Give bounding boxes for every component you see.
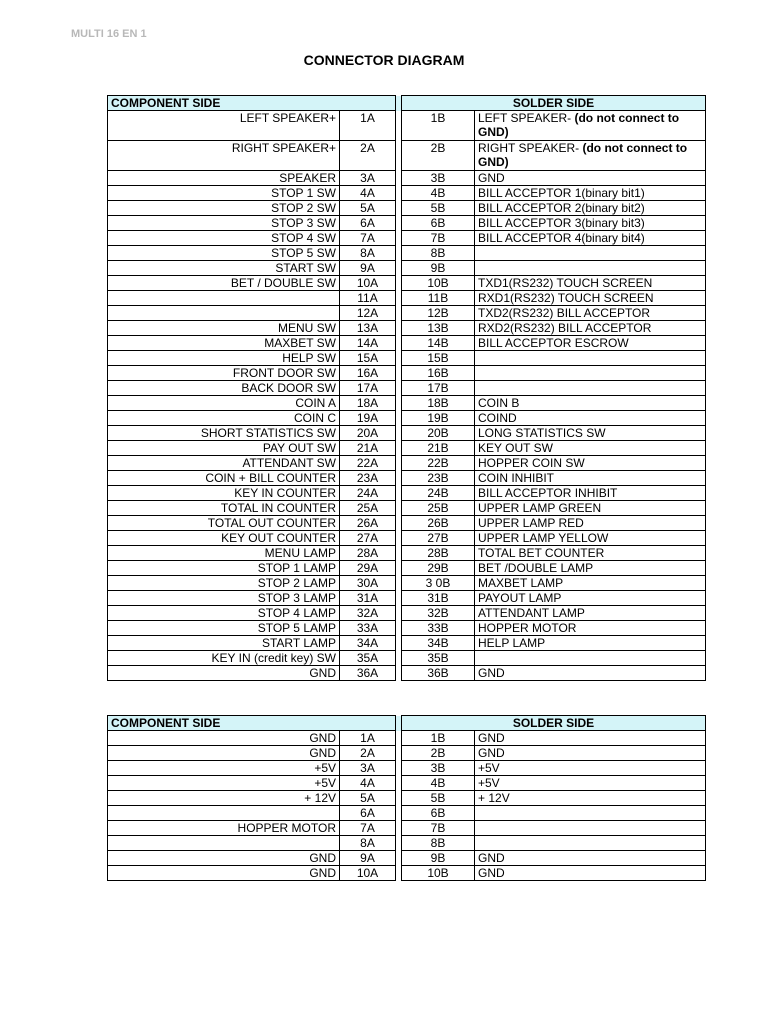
solder-side-header: SOLDER SIDE xyxy=(402,96,706,111)
pin-a: 12A xyxy=(340,306,396,321)
solder-signal-text: + 12V xyxy=(478,791,510,805)
pin-b: 1B xyxy=(402,731,475,746)
table-row xyxy=(108,776,706,791)
solder-signal-text: +5V xyxy=(478,776,500,790)
solder-signal-text: +5V xyxy=(478,761,500,775)
component-signal: BACK DOOR SW xyxy=(108,381,340,396)
component-signal: BET / DOUBLE SW xyxy=(108,276,340,291)
pin-b: 1B xyxy=(402,111,475,141)
pin-b: 10B xyxy=(402,866,475,881)
table-header-row xyxy=(108,96,706,111)
component-signal xyxy=(108,836,340,851)
table-row xyxy=(108,636,706,651)
pin-a: 1A xyxy=(340,111,396,141)
pin-b: 35B xyxy=(402,651,475,666)
component-signal: RIGHT SPEAKER+ xyxy=(108,141,340,171)
pin-b: 10B xyxy=(402,276,475,291)
pin-b: 29B xyxy=(402,561,475,576)
solder-signal xyxy=(475,231,706,246)
pin-a: 2A xyxy=(340,746,396,761)
solder-signal xyxy=(475,746,706,761)
solder-signal xyxy=(475,516,706,531)
component-side-header: COMPONENT SIDE xyxy=(108,716,396,731)
component-signal: GND xyxy=(108,866,340,881)
pin-a: 3A xyxy=(340,171,396,186)
component-signal: STOP 2 LAMP xyxy=(108,576,340,591)
component-signal: HELP SW xyxy=(108,351,340,366)
component-signal: LEFT SPEAKER+ xyxy=(108,111,340,141)
table-row xyxy=(108,546,706,561)
pin-a: 18A xyxy=(340,396,396,411)
solder-signal-text: GND xyxy=(478,666,505,680)
connector-table-main xyxy=(107,95,706,681)
component-signal: STOP 5 SW xyxy=(108,246,340,261)
table-row xyxy=(108,171,706,186)
solder-signal xyxy=(475,291,706,306)
solder-signal xyxy=(475,576,706,591)
table-row xyxy=(108,821,706,836)
component-signal: STOP 5 LAMP xyxy=(108,621,340,636)
pin-b: 14B xyxy=(402,336,475,351)
pin-a: 2A xyxy=(340,141,396,171)
table-row xyxy=(108,576,706,591)
solder-signal xyxy=(475,821,706,836)
solder-signal-warning: (do not connect to GND) xyxy=(478,111,680,139)
solder-signal xyxy=(475,456,706,471)
table-row xyxy=(108,531,706,546)
solder-signal xyxy=(475,261,706,276)
component-signal: STOP 3 LAMP xyxy=(108,591,340,606)
solder-signal xyxy=(475,111,706,141)
solder-signal-text: TOTAL BET COUNTER xyxy=(478,546,605,560)
pin-a: 10A xyxy=(340,276,396,291)
pin-b: 34B xyxy=(402,636,475,651)
pin-a: 31A xyxy=(340,591,396,606)
pin-a: 24A xyxy=(340,486,396,501)
pin-b: 23B xyxy=(402,471,475,486)
component-signal: +5V xyxy=(108,776,340,791)
component-signal xyxy=(108,306,340,321)
pin-b: 4B xyxy=(402,776,475,791)
table-row xyxy=(108,836,706,851)
solder-signal-text: GND xyxy=(478,851,505,865)
component-side-header: COMPONENT SIDE xyxy=(108,96,396,111)
component-signal: STOP 1 SW xyxy=(108,186,340,201)
component-signal: START SW xyxy=(108,261,340,276)
pin-b: 31B xyxy=(402,591,475,606)
solder-signal-text: GND xyxy=(478,746,505,760)
solder-signal-text: BET /DOUBLE LAMP xyxy=(478,561,594,575)
solder-signal-text: PAYOUT LAMP xyxy=(478,591,562,605)
solder-signal-text: COIN INHIBIT xyxy=(478,471,555,485)
table-row xyxy=(108,411,706,426)
component-signal xyxy=(108,291,340,306)
solder-signal-text: LEFT SPEAKER- xyxy=(478,111,575,125)
component-signal: KEY IN COUNTER xyxy=(108,486,340,501)
table-row xyxy=(108,591,706,606)
component-signal: COIN C xyxy=(108,411,340,426)
solder-signal-text: MAXBET LAMP xyxy=(478,576,564,590)
solder-signal-text: LONG STATISTICS SW xyxy=(478,426,606,440)
solder-signal-text: HELP LAMP xyxy=(478,636,546,650)
table-row xyxy=(108,306,706,321)
pin-a: 14A xyxy=(340,336,396,351)
solder-signal-text: TXD2(RS232) BILL ACCEPTOR xyxy=(478,306,651,320)
component-signal: +5V xyxy=(108,761,340,776)
solder-signal-text: BILL ACCEPTOR ESCROW xyxy=(478,336,629,350)
table-row xyxy=(108,501,706,516)
table-row xyxy=(108,111,706,141)
solder-signal-text: GND xyxy=(478,731,505,745)
solder-signal xyxy=(475,426,706,441)
table-row xyxy=(108,276,706,291)
table-row xyxy=(108,336,706,351)
table-row xyxy=(108,456,706,471)
component-signal: STOP 1 LAMP xyxy=(108,561,340,576)
component-signal: STOP 3 SW xyxy=(108,216,340,231)
component-signal: GND xyxy=(108,851,340,866)
component-signal: TOTAL OUT COUNTER xyxy=(108,516,340,531)
solder-signal xyxy=(475,591,706,606)
pin-b: 11B xyxy=(402,291,475,306)
solder-signal xyxy=(475,321,706,336)
component-signal: STOP 4 LAMP xyxy=(108,606,340,621)
table-row xyxy=(108,851,706,866)
pin-a: 22A xyxy=(340,456,396,471)
solder-signal xyxy=(475,806,706,821)
component-signal: PAY OUT SW xyxy=(108,441,340,456)
table-row xyxy=(108,321,706,336)
pin-a: 15A xyxy=(340,351,396,366)
pin-b: 18B xyxy=(402,396,475,411)
pin-b: 7B xyxy=(402,231,475,246)
pin-b: 16B xyxy=(402,366,475,381)
solder-signal-text: HOPPER COIN SW xyxy=(478,456,585,470)
pin-b: 33B xyxy=(402,621,475,636)
pin-b: 20B xyxy=(402,426,475,441)
pin-b: 27B xyxy=(402,531,475,546)
component-signal: KEY IN (credit key) SW xyxy=(108,651,340,666)
pin-a: 10A xyxy=(340,866,396,881)
component-signal: COIN A xyxy=(108,396,340,411)
solder-signal xyxy=(475,866,706,881)
pin-b: 21B xyxy=(402,441,475,456)
solder-signal-text: RXD1(RS232) TOUCH SCREEN xyxy=(478,291,654,305)
pin-b: 19B xyxy=(402,411,475,426)
solder-signal xyxy=(475,836,706,851)
component-signal: GND xyxy=(108,746,340,761)
solder-signal xyxy=(475,761,706,776)
solder-signal xyxy=(475,381,706,396)
component-signal: MENU SW xyxy=(108,321,340,336)
table-row xyxy=(108,216,706,231)
component-signal: GND xyxy=(108,731,340,746)
solder-signal xyxy=(475,851,706,866)
pin-a: 23A xyxy=(340,471,396,486)
table-row xyxy=(108,651,706,666)
table-row xyxy=(108,666,706,681)
pin-a: 34A xyxy=(340,636,396,651)
pin-b: 24B xyxy=(402,486,475,501)
solder-signal xyxy=(475,186,706,201)
component-signal: SHORT STATISTICS SW xyxy=(108,426,340,441)
solder-signal xyxy=(475,776,706,791)
pin-a: 25A xyxy=(340,501,396,516)
component-signal: MENU LAMP xyxy=(108,546,340,561)
pin-a: 28A xyxy=(340,546,396,561)
pin-a: 3A xyxy=(340,761,396,776)
document-header-note: MULTI 16 EN 1 xyxy=(71,28,147,40)
solder-signal-text: BILL ACCEPTOR 4(binary bit4) xyxy=(478,231,645,245)
table-row xyxy=(108,381,706,396)
pin-a: 20A xyxy=(340,426,396,441)
solder-signal-text: BILL ACCEPTOR 3(binary bit3) xyxy=(478,216,645,230)
table-row xyxy=(108,141,706,171)
pin-b: 8B xyxy=(402,246,475,261)
pin-a: 33A xyxy=(340,621,396,636)
solder-signal xyxy=(475,501,706,516)
component-signal: STOP 2 SW xyxy=(108,201,340,216)
pin-a: 5A xyxy=(340,791,396,806)
pin-a: 13A xyxy=(340,321,396,336)
pin-b: 2B xyxy=(402,141,475,171)
solder-signal xyxy=(475,141,706,171)
solder-signal xyxy=(475,651,706,666)
solder-signal-text: RIGHT SPEAKER- xyxy=(478,141,583,155)
solder-signal xyxy=(475,411,706,426)
solder-signal xyxy=(475,606,706,621)
table-row xyxy=(108,761,706,776)
solder-signal xyxy=(475,666,706,681)
pin-a: 26A xyxy=(340,516,396,531)
pin-b: 5B xyxy=(402,201,475,216)
solder-signal-text: HOPPER MOTOR xyxy=(478,621,577,635)
pin-b: 13B xyxy=(402,321,475,336)
solder-signal-text: BILL ACCEPTOR 2(binary bit2) xyxy=(478,201,645,215)
solder-signal-text: UPPER LAMP RED xyxy=(478,516,584,530)
pin-a: 16A xyxy=(340,366,396,381)
table-row xyxy=(108,486,706,501)
table-row xyxy=(108,231,706,246)
component-signal: TOTAL IN COUNTER xyxy=(108,501,340,516)
pin-b: 12B xyxy=(402,306,475,321)
solder-signal-text: UPPER LAMP YELLOW xyxy=(478,531,609,545)
table-row xyxy=(108,396,706,411)
pin-a: 8A xyxy=(340,246,396,261)
solder-signal-text: GND xyxy=(478,171,505,185)
pin-a: 9A xyxy=(340,851,396,866)
pin-a: 36A xyxy=(340,666,396,681)
pin-b: 28B xyxy=(402,546,475,561)
pin-b: 7B xyxy=(402,821,475,836)
pin-b: 5B xyxy=(402,791,475,806)
pin-a: 27A xyxy=(340,531,396,546)
pin-a: 8A xyxy=(340,836,396,851)
table-row xyxy=(108,806,706,821)
component-signal: FRONT DOOR SW xyxy=(108,366,340,381)
solder-signal xyxy=(475,441,706,456)
solder-signal xyxy=(475,636,706,651)
pin-a: 11A xyxy=(340,291,396,306)
component-signal: SPEAKER xyxy=(108,171,340,186)
table-row xyxy=(108,516,706,531)
page-title: CONNECTOR DIAGRAM xyxy=(303,52,465,68)
pin-b: 17B xyxy=(402,381,475,396)
solder-signal-text: BILL ACCEPTOR 1(binary bit1) xyxy=(478,186,645,200)
solder-side-header: SOLDER SIDE xyxy=(402,716,706,731)
table-row xyxy=(108,201,706,216)
pin-b: 6B xyxy=(402,806,475,821)
solder-signal-text: COIN B xyxy=(478,396,520,410)
solder-signal-text: GND xyxy=(478,866,505,880)
solder-signal-text: UPPER LAMP GREEN xyxy=(478,501,602,515)
pin-b: 8B xyxy=(402,836,475,851)
pin-b: 25B xyxy=(402,501,475,516)
solder-signal xyxy=(475,216,706,231)
component-signal: GND xyxy=(108,666,340,681)
solder-signal xyxy=(475,366,706,381)
solder-signal xyxy=(475,246,706,261)
pin-a: 6A xyxy=(340,216,396,231)
pin-b: 4B xyxy=(402,186,475,201)
pin-b: 6B xyxy=(402,216,475,231)
solder-signal-warning: (do not connect to GND) xyxy=(478,141,688,169)
component-signal: START LAMP xyxy=(108,636,340,651)
pin-b: 9B xyxy=(402,261,475,276)
solder-signal xyxy=(475,546,706,561)
solder-signal xyxy=(475,731,706,746)
table-row xyxy=(108,426,706,441)
solder-signal xyxy=(475,471,706,486)
component-signal: STOP 4 SW xyxy=(108,231,340,246)
table-row xyxy=(108,186,706,201)
table-row xyxy=(108,731,706,746)
component-signal: KEY OUT COUNTER xyxy=(108,531,340,546)
solder-signal-text: KEY OUT SW xyxy=(478,441,553,455)
connector-table-power xyxy=(107,715,706,881)
pin-a: 21A xyxy=(340,441,396,456)
solder-signal-text: BILL ACCEPTOR INHIBIT xyxy=(478,486,618,500)
solder-signal xyxy=(475,791,706,806)
component-signal: + 12V xyxy=(108,791,340,806)
pin-a: 30A xyxy=(340,576,396,591)
table-row xyxy=(108,366,706,381)
table-row xyxy=(108,246,706,261)
solder-signal xyxy=(475,486,706,501)
pin-a: 32A xyxy=(340,606,396,621)
component-signal: ATTENDANT SW xyxy=(108,456,340,471)
table-row xyxy=(108,606,706,621)
component-signal: HOPPER MOTOR xyxy=(108,821,340,836)
pin-b: 2B xyxy=(402,746,475,761)
pin-a: 1A xyxy=(340,731,396,746)
pin-b: 3B xyxy=(402,761,475,776)
solder-signal xyxy=(475,531,706,546)
table-row xyxy=(108,351,706,366)
pin-b: 3B xyxy=(402,171,475,186)
pin-b: 9B xyxy=(402,851,475,866)
solder-signal-text: ATTENDANT LAMP xyxy=(478,606,585,620)
table-header-row xyxy=(108,716,706,731)
table-row xyxy=(108,746,706,761)
pin-a: 4A xyxy=(340,186,396,201)
table-row xyxy=(108,866,706,881)
table-row xyxy=(108,261,706,276)
solder-signal xyxy=(475,351,706,366)
pin-b: 26B xyxy=(402,516,475,531)
table-row xyxy=(108,621,706,636)
pin-b: 15B xyxy=(402,351,475,366)
pin-b: 3 0B xyxy=(402,576,475,591)
table-row xyxy=(108,791,706,806)
solder-signal xyxy=(475,276,706,291)
solder-signal xyxy=(475,396,706,411)
pin-b: 36B xyxy=(402,666,475,681)
pin-a: 29A xyxy=(340,561,396,576)
solder-signal xyxy=(475,171,706,186)
solder-signal-text: COIND xyxy=(478,411,517,425)
component-signal: COIN + BILL COUNTER xyxy=(108,471,340,486)
pin-b: 32B xyxy=(402,606,475,621)
pin-a: 4A xyxy=(340,776,396,791)
table-row xyxy=(108,561,706,576)
solder-signal xyxy=(475,621,706,636)
component-signal xyxy=(108,806,340,821)
solder-signal-text: TXD1(RS232) TOUCH SCREEN xyxy=(478,276,653,290)
pin-a: 35A xyxy=(340,651,396,666)
solder-signal xyxy=(475,561,706,576)
pin-a: 9A xyxy=(340,261,396,276)
pin-b: 22B xyxy=(402,456,475,471)
table-row xyxy=(108,291,706,306)
pin-a: 19A xyxy=(340,411,396,426)
solder-signal xyxy=(475,201,706,216)
component-signal: MAXBET SW xyxy=(108,336,340,351)
solder-signal xyxy=(475,336,706,351)
pin-a: 6A xyxy=(340,806,396,821)
table-row xyxy=(108,441,706,456)
solder-signal xyxy=(475,306,706,321)
pin-a: 5A xyxy=(340,201,396,216)
solder-signal-text: RXD2(RS232) BILL ACCEPTOR xyxy=(478,321,652,335)
pin-a: 7A xyxy=(340,821,396,836)
table-row xyxy=(108,471,706,486)
pin-a: 17A xyxy=(340,381,396,396)
pin-a: 7A xyxy=(340,231,396,246)
